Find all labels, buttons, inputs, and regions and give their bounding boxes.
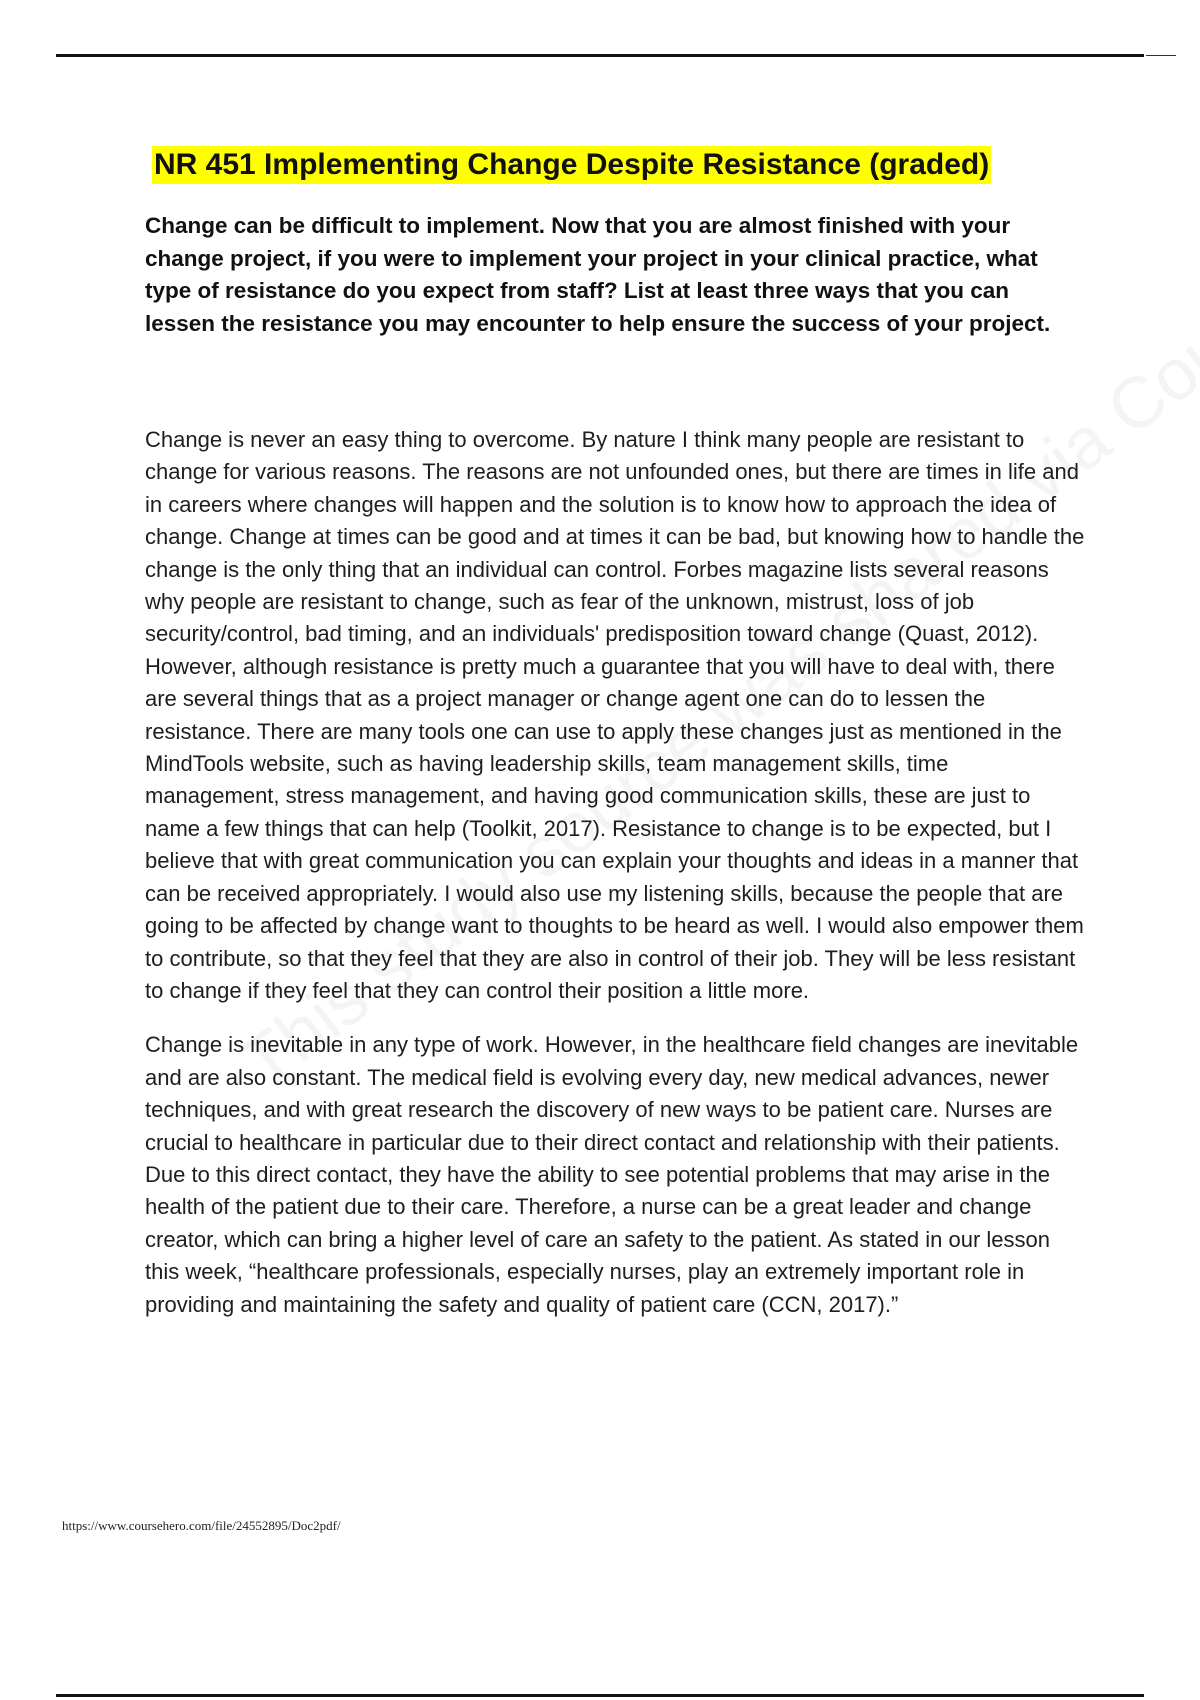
document-body	[145, 146, 1085, 1321]
footer-url[interactable]: https://www.coursehero.com/file/24552895/Doc2pdf/	[62, 1518, 341, 1533]
assignment-prompt: Change can be difficult to implement. Now that you are almost finished with your change project, if you were to implement your project in your clinical practice, what type of resistance do you expect from staff? List at least three ways that you can lessen the resistance you may encounter to help ensure the success of your project.	[145, 213, 1051, 336]
bottom-rule	[56, 1694, 1144, 1697]
body-paragraph-1: Change is never an easy thing to overcome. By nature I think many people are resistant to change for various reasons. The reasons are not unfounded ones, but there are times in life and in careers where changes will happen and the solution is to know how to approach the idea of change. Change at times can be good and at times it can be bad, but knowing how to handle the change is the only thing that an individual can control. Forbes magazine lists several reasons why people are resistant to change, such as fear of the unknown, mistrust, loss of job security/control, bad timing, and an individuals' predisposition toward change (Quast, 2012). However, although resistance is pretty much a guarantee that you will have to deal with, there are several things that as a project manager or change agent one can do to lessen the resistance. There are many tools one can use to apply these changes just as mentioned in the MindTools website, such as having leadership skills, team management skills, time management, stress management, and having good communication skills, these are just to name a few things that can help (Toolkit, 2017). Resistance to change is to be expected, but I believe that with great communication you can explain your thoughts and ideas in a manner that can be received appropriately. I would also use my listening skills, because the people that are going to be affected by change want to thoughts to be heard as well. I would also empower them to contribute, so that they feel that they are also in control of their job. They will be less resistant to change if they feel that they can control their position a little more.	[145, 427, 1085, 1003]
top-rule	[56, 54, 1144, 57]
document-title: NR 451 Implementing Change Despite Resistance (graded)	[152, 146, 991, 184]
top-rule-tail	[1146, 55, 1176, 56]
body-paragraph-2: Change is inevitable in any type of work. However, in the healthcare field changes are inevitable and are also constant. The medical field is evolving every day, new medical advances, newer techniques, and with great research the discovery of new ways to be patient care. Nurses are crucial to healthcare in particular due to their direct contact and relationship with their patients. Due to this direct contact, they have the ability to see potential problems that may arise in the health of the patient due to their care. Therefore, a nurse can be a great leader and change creator, which can bring a higher level of care an safety to the patient. As stated in our lesson this week, “healthcare professionals, especially nurses, play an extremely important role in providing and maintaining the safety and quality of patient care (CCN, 2017).”	[145, 1032, 1079, 1317]
